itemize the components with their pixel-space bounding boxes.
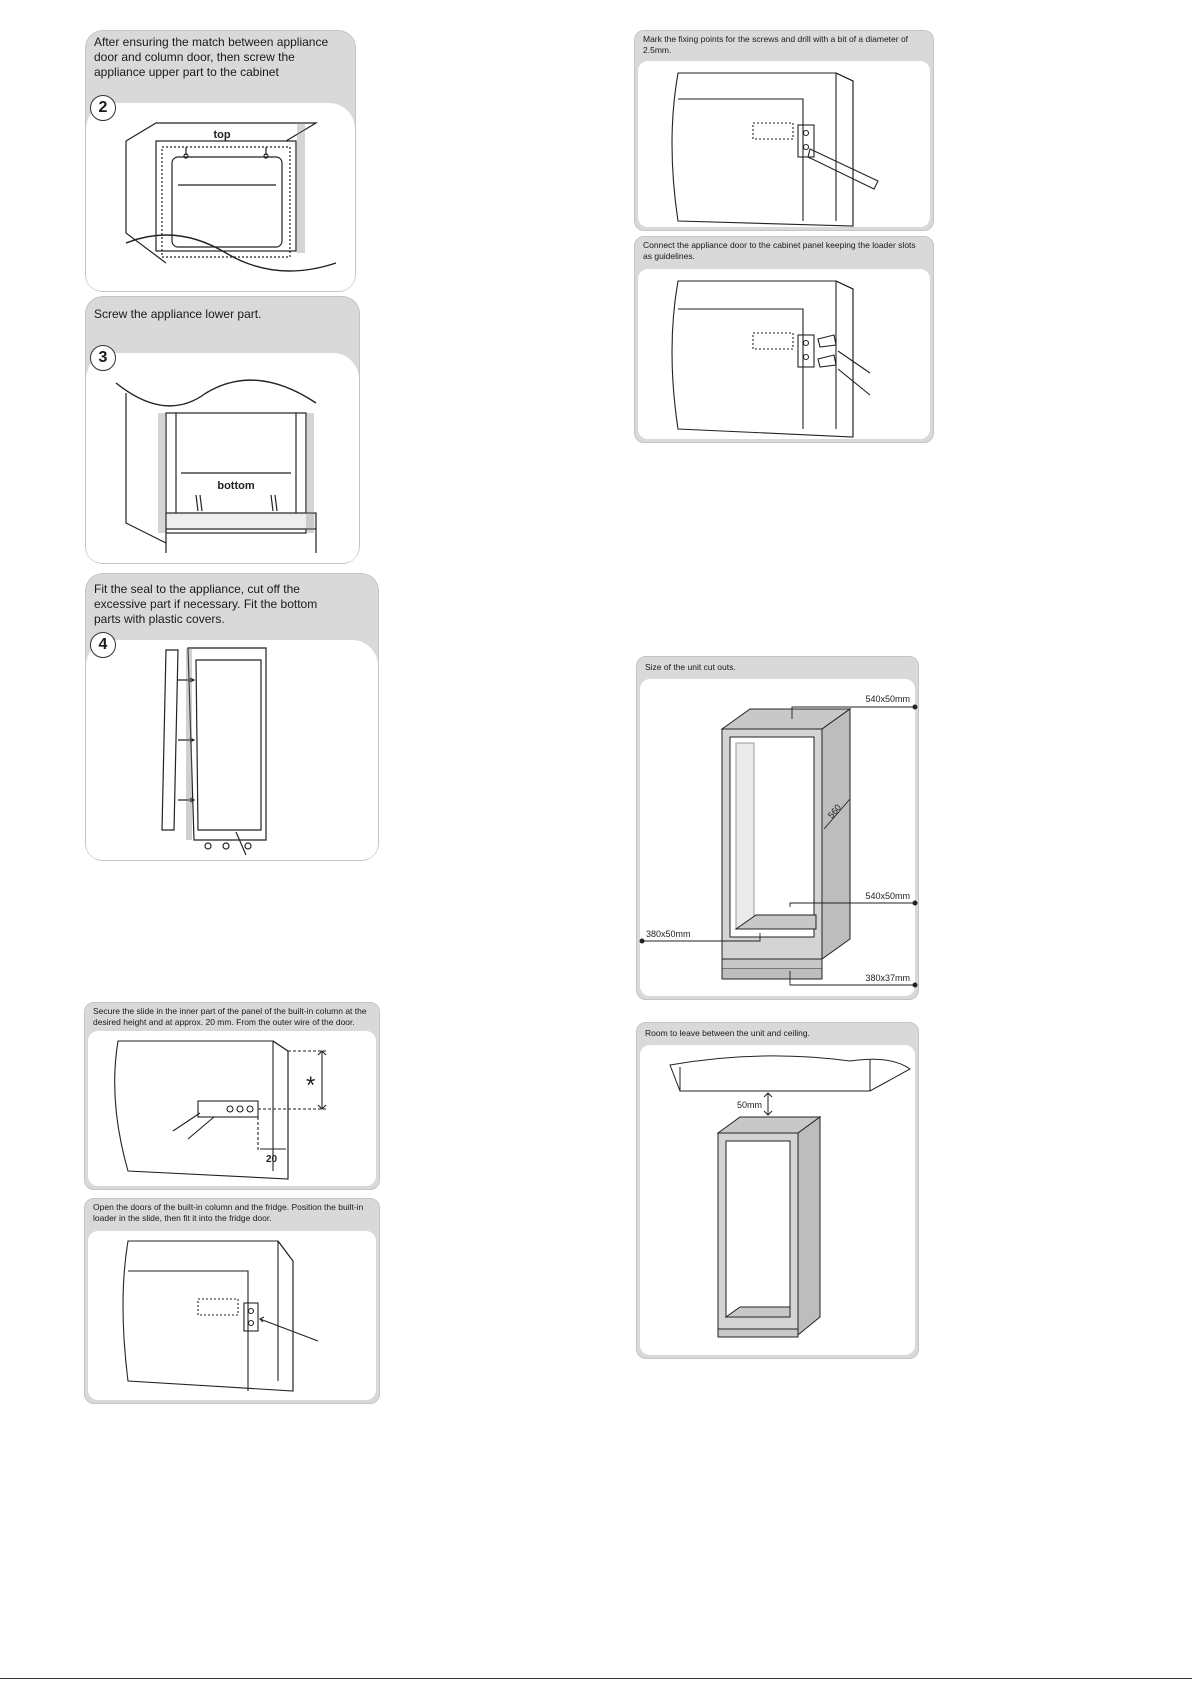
- ceiling-figure-area: [640, 1045, 915, 1355]
- ceiling-panel: [636, 1022, 919, 1359]
- step-2-panel: [85, 30, 356, 292]
- ceiling-instruction: Room to leave between the unit and ceiling.: [645, 1028, 810, 1038]
- cutouts-bottom-dimension: 380x37mm: [865, 973, 910, 983]
- step-4-illustration: [86, 640, 372, 860]
- cutouts-top-dimension: 540x50mm: [865, 694, 910, 704]
- cutouts-mid-dimension: 540x50mm: [865, 891, 910, 901]
- slide-star-mark: *: [306, 1072, 316, 1099]
- step-3-bottom-label: bottom: [217, 480, 255, 492]
- connect-illustration: [638, 269, 932, 440]
- connect-instruction: Connect the appliance door to the cabinet panel keeping the loader slots as guidelines.: [643, 240, 916, 261]
- loader-illustration: [88, 1231, 378, 1401]
- cutouts-depth-dimension: 560: [825, 802, 844, 821]
- step-2-figure-area: [86, 99, 355, 291]
- loader-instruction: Open the doors of the built-in column and the fridge. Position the built-in loader in the slide, then fit it into the fridge door.: [93, 1202, 364, 1223]
- step-2-top-label: top: [213, 129, 231, 141]
- step-3-panel: [85, 296, 360, 564]
- step-3-figure-area: [86, 349, 359, 563]
- page-bottom-rule: [0, 1678, 1192, 1679]
- slide-illustration: [88, 1031, 378, 1188]
- step-3-number: 3: [90, 345, 116, 371]
- step-4-instruction: Fit the seal to the appliance, cut off the excessive part if necessary. Fit the bottom parts with plastic covers.: [94, 582, 318, 626]
- step-2-illustration: [86, 113, 349, 293]
- step-2-instruction: After ensuring the match between appliance door and column door, then screw the appliance upper part to the cabinet: [94, 35, 329, 79]
- step-4-number: 4: [90, 632, 116, 658]
- cutouts-instruction: Size of the unit cut outs.: [645, 662, 736, 672]
- drill-figure-area: [638, 61, 930, 227]
- slide-figure-area: [88, 1031, 376, 1186]
- cutouts-figure-area: [640, 679, 915, 996]
- cutouts-left-dimension: 380x50mm: [646, 929, 691, 939]
- cutouts-illustration: [640, 679, 917, 998]
- drill-illustration: [638, 61, 932, 228]
- ceiling-illustration: [640, 1045, 917, 1357]
- connect-panel: [634, 236, 934, 443]
- connect-figure-area: [638, 269, 930, 439]
- loader-figure-area: [88, 1231, 376, 1400]
- cutouts-panel: [636, 656, 919, 1000]
- slide-distance-label: 20: [266, 1154, 278, 1165]
- step-2-number: 2: [90, 95, 116, 121]
- step-4-figure-area: [86, 636, 378, 860]
- step-3-illustration: [86, 363, 353, 563]
- loader-panel: [84, 1198, 380, 1404]
- drill-instruction: Mark the fixing points for the screws and drill with a bit of a diameter of 2.5mm.: [643, 34, 909, 55]
- drill-panel: [634, 30, 934, 231]
- ceiling-gap-dimension: 50mm: [736, 1100, 762, 1110]
- step-4-panel: [85, 573, 379, 861]
- slide-instruction: Secure the slide in the inner part of the panel of the built-in column at the desired height and at approx. 20 mm. From the outer wire of the door.: [93, 1006, 367, 1027]
- step-3-instruction: Screw the appliance lower part.: [94, 307, 262, 321]
- slide-panel: [84, 1002, 380, 1190]
